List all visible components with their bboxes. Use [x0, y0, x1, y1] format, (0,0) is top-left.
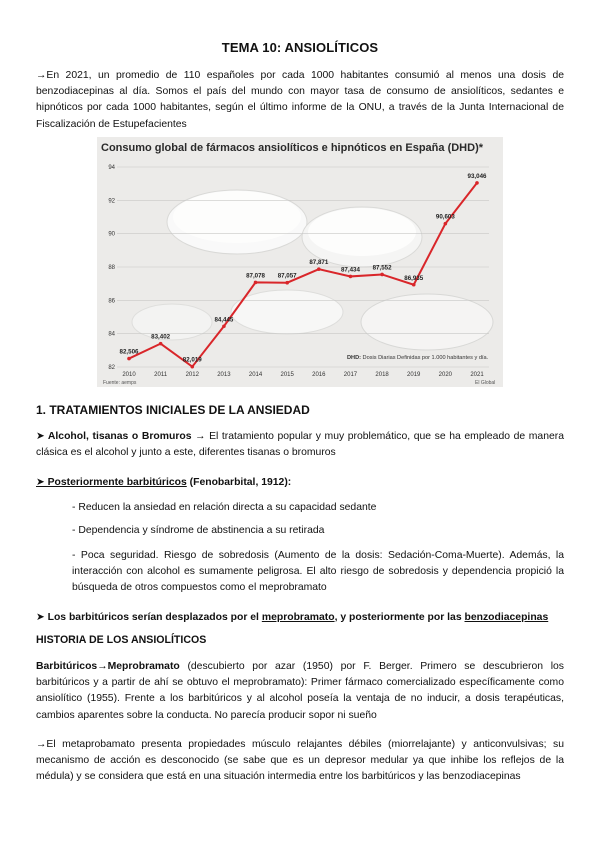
history-paragraph-2: [36, 737, 564, 786]
page-title: TEMA 10: ANSIOLÍTICOS: [221, 40, 379, 55]
data-label: 87,434: [340, 266, 360, 274]
section-heading: 1. TRATAMIENTOS INICIALES DE LA ANSIEDAD: [36, 403, 310, 417]
data-point: [159, 342, 163, 346]
chart-brand: El Global: [475, 380, 496, 386]
intro-paragraph: [36, 68, 564, 133]
data-label: 90,603: [435, 213, 455, 221]
bullet-item: - Reducen la ansiedad en relación directa a su capacidad sedante: [72, 502, 377, 513]
displacement-paragraph: [36, 610, 564, 626]
y-tick-label: 86: [108, 298, 115, 305]
bullet-item-text: - Poca seguridad. Riesgo de sobredosis (Aumento de la dosis: Sedación-Coma-Muerte). Además, la interacción con alcohol es sumamente peligrosa. El alto riesgo de sobredosis y dependencia propició la búsqueda de otros compuestos como el meprobramato: [72, 550, 564, 594]
barbiturates-rest: (Fenobarbital, 1912):: [186, 477, 292, 488]
displacement-c: , y posteriormente por las: [334, 612, 465, 623]
chart-title: Consumo global de fármacos ansiolíticos e hipnóticos en España (DHD)*: [101, 142, 484, 154]
x-tick-label: 2011: [154, 372, 168, 378]
x-tick-label: 2013: [217, 372, 231, 378]
barbiturates-paragraph: [36, 475, 564, 491]
arrow-glyph: →: [36, 739, 47, 750]
y-axis-ticks: [108, 165, 115, 371]
data-point: [349, 275, 353, 279]
x-tick-label: 2017: [343, 372, 358, 378]
displacement-a: ➤ Los barbitúricos serían desplazados por el: [36, 612, 262, 623]
y-tick-label: 84: [108, 331, 115, 338]
intro-text: En 2021, un promedio de 110 españoles por cada 1000 habitantes consumió al menos una dosis de benzodiacepinas al día. Somos el país del mundo con mayor tasa de consumo de ansiolíticos, sedantes e hipnóticos por cada 1000 habitantes, según el último informe de la ONU, a través de la Junta Internacional de Fiscalización de Estupefacientes: [36, 70, 564, 130]
x-tick-label: 2010: [122, 372, 136, 378]
data-label: 82,506: [119, 348, 139, 356]
data-point: [285, 281, 289, 285]
data-label: 87,552: [372, 264, 392, 272]
x-tick-label: 2018: [375, 372, 389, 378]
benzodiacepinas-term: benzodiacepinas: [464, 612, 549, 623]
data-point: [127, 357, 131, 361]
legend-note: DHD: Dosis Diarias Definidas por 1.000 habitantes y día.: [347, 355, 489, 361]
x-tick-label: 2021: [470, 372, 484, 378]
meprobramato-term: meprobramato: [261, 612, 335, 623]
alcohol-label: ➤ Alcohol, tisanas o Bromuros →: [36, 431, 206, 442]
barbiturates-label: ➤ Posteriormente barbitúricos: [36, 477, 187, 488]
data-label: 86,935: [404, 274, 424, 282]
history-text-1: (descubierto por azar (1950) por F. Berger. Primero se descubrieron los barbitúricos y a partir de ahí se obtuvo el meprobramato): Primer fármaco comercializado específicamente como ansiolítico (1955). Frente a los barbitúricos y al alcohol poseía la ventaja de no inducir, a dosis terapéuticas, cambios aparentes sobre la conducta. No parecía producir sopor ni sueño: [36, 661, 564, 721]
data-point: [475, 181, 479, 185]
data-label: 84,445: [214, 316, 234, 324]
data-point: [444, 222, 448, 226]
x-tick-label: 2012: [185, 372, 199, 378]
data-point: [317, 267, 321, 271]
data-point: [380, 273, 384, 277]
x-axis-ticks: [122, 372, 484, 378]
history-paragraph-1: [36, 659, 564, 724]
history-label: Barbitúricos→Meprobramato: [36, 661, 180, 672]
data-point: [412, 283, 416, 287]
line-chart: [97, 137, 503, 387]
y-tick-label: 88: [108, 265, 115, 271]
chart-source: Fuente: aemps: [103, 380, 137, 386]
y-tick-label: 92: [108, 198, 115, 205]
data-point: [254, 281, 258, 285]
alcohol-text: El tratamiento popular y muy problemático, que se ha empleado de manera clásica es el alcohol y junto a este, diferentes tisanas o bromuros: [36, 431, 565, 459]
arrow-glyph: →: [36, 70, 47, 81]
data-point: [222, 324, 226, 328]
y-tick-label: 82: [108, 365, 115, 371]
data-label: 87,078: [246, 272, 266, 280]
x-tick-label: 2020: [438, 372, 453, 378]
x-tick-label: 2019: [407, 372, 421, 378]
alcohol-paragraph: [36, 429, 564, 461]
history-text-2: El metaprobamato presenta propiedades músculo relajantes débiles (miorrelajante) y anticonvulsivas; su mecanismo de acción es desconocido (se sabe que es un depresor medular ya que inhibe los reflejos de la médula) y se considera que está en una situación intermedia entre los barbitúricos y las benzodiacepinas: [36, 739, 564, 783]
x-tick-label: 2016: [312, 372, 326, 378]
data-label: 82,019: [182, 356, 202, 364]
chart-canvas: [97, 137, 503, 387]
y-tick-label: 90: [108, 231, 115, 238]
y-tick-label: 94: [108, 165, 115, 171]
bullet-item-long: [72, 548, 564, 597]
data-point: [190, 365, 194, 369]
data-label: 87,057: [277, 272, 297, 280]
x-tick-label: 2015: [280, 372, 294, 378]
bullet-item: - Dependencia y síndrome de abstinencia a su retirada: [72, 525, 325, 536]
data-label: 93,046: [467, 172, 487, 180]
history-heading: HISTORIA DE LOS ANSIOLÍTICOS: [36, 634, 207, 646]
x-tick-label: 2014: [248, 372, 263, 378]
data-label: 83,402: [151, 333, 171, 341]
data-label: 87,871: [309, 259, 329, 267]
